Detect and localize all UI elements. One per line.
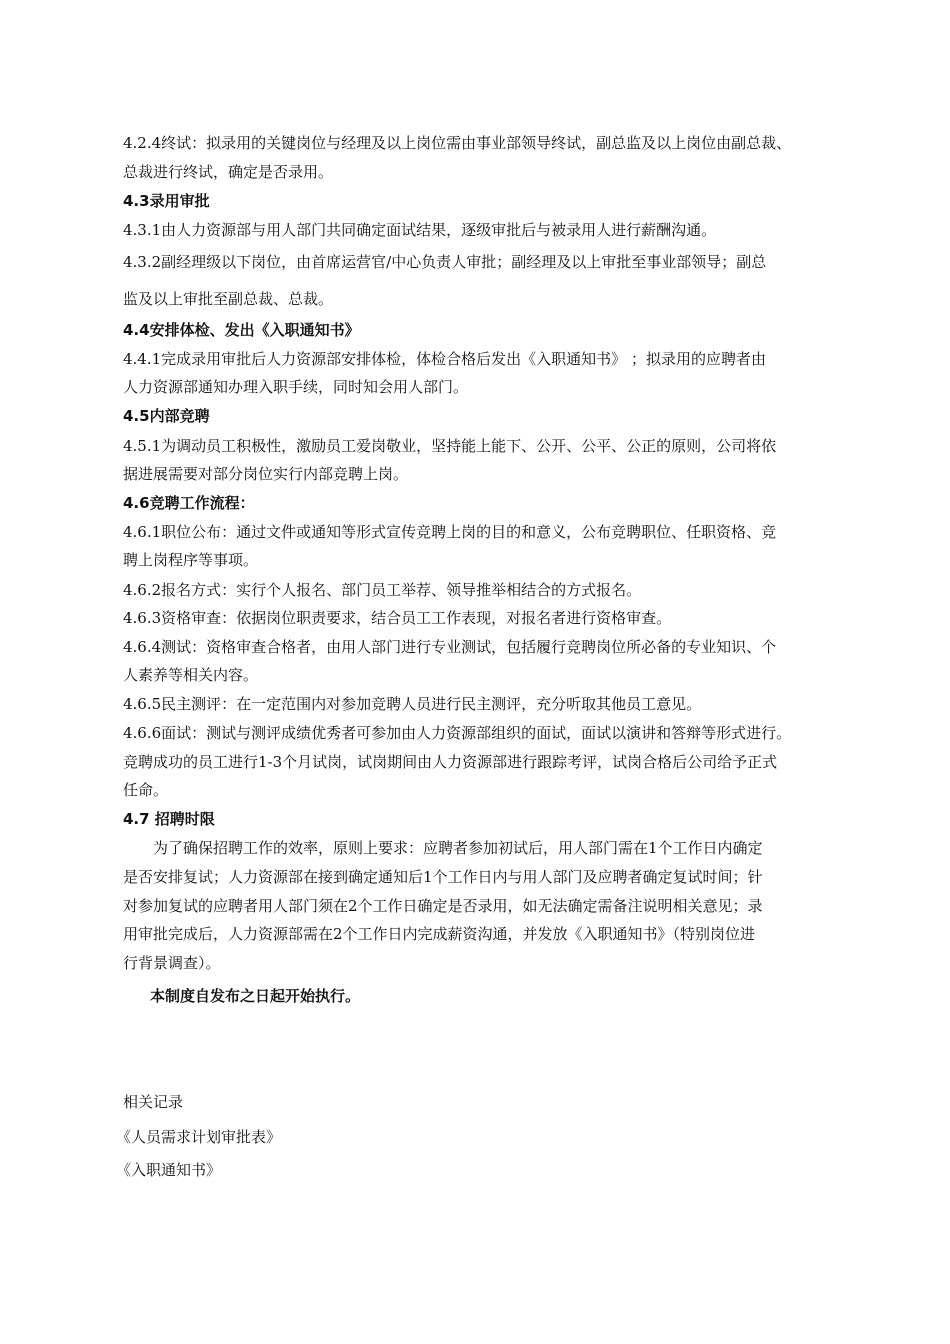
text-line: 人素养等相关内容。: [123, 666, 259, 684]
text-line: 监及以上审批至副总裁、总裁。: [123, 290, 334, 308]
record-item: 《入职通知书》: [116, 1161, 222, 1179]
section-heading: 4.7 招聘时限: [123, 810, 215, 828]
text-line: 总裁进行终试，确定是否录用。: [123, 163, 334, 181]
section-heading: 4.6竞聘工作流程：: [123, 494, 255, 512]
section-heading: 4.5内部竞聘: [123, 407, 210, 425]
records-heading: 相关记录: [123, 1093, 184, 1111]
text-line: 聘上岗程序等事项。: [123, 551, 259, 569]
text-line: 是否安排复试；人力资源部在接到确定通知后1个工作日内与用人部门及应聘者确定复试时间；针: [123, 868, 763, 886]
text-line: 用审批完成后，人力资源部需在2个工作日内完成薪资沟通，并发放《入职通知书》（特别岗位进: [123, 925, 756, 943]
text-line: 4.3.1由人力资源部与用人部门共同确定面试结果，逐级审批后与被录用人进行薪酬沟通。: [123, 221, 717, 239]
text-line: 据进展需要对部分岗位实行内部竞聘上岗。: [123, 465, 409, 483]
text-line: 4.2.4终试：拟录用的关键岗位与经理及以上岗位需由事业部领导终试，副总监及以上岗位由副总裁、: [123, 134, 792, 152]
text-line: 4.4.1完成录用审批后人力资源部安排体检，体检合格后发出《入职通知书》 ；拟录用的应聘者由: [123, 350, 766, 368]
text-line: 竞聘成功的员工进行1-3个月试岗，试岗期间由人力资源部进行跟踪考评，试岗合格后公司给予正式: [123, 753, 778, 771]
text-line: 4.6.2报名方式：实行个人报名、部门员工举荐、领导推举相结合的方式报名。: [123, 581, 642, 599]
text-line: 人力资源部通知办理入职手续，同时知会用人部门。: [123, 378, 469, 396]
text-line: 4.6.6面试：测试与测评成绩优秀者可参加由人力资源部组织的面试，面试以演讲和答辩等形式进行。: [123, 724, 792, 742]
record-item: 《人员需求计划审批表》: [116, 1128, 282, 1146]
section-heading: 4.4安排体检、发出《入职通知书》: [123, 321, 360, 339]
text-line: 对参加复试的应聘者用人部门须在2个工作日确定是否录用，如无法确定需备注说明相关意见；录: [123, 897, 763, 915]
closing-statement: 本制度自发布之日起开始执行。: [150, 987, 361, 1005]
text-line: 4.6.3资格审查：依据岗位职责要求，结合员工工作表现，对报名者进行资格审查。: [123, 609, 672, 627]
text-line: 4.3.2副经理级以下岗位，由首席运营官/中心负责人审批；副经理及以上审批至事业部领导；副总: [123, 253, 767, 271]
text-line: 4.6.4测试：资格审查合格者，由用人部门进行专业测试，包括履行竞聘岗位所必备的专业知识、个: [123, 638, 777, 656]
text-line: 4.6.1职位公布：通过文件或通知等形式宣传竞聘上岗的目的和意义，公布竞聘职位、任职资格、竞: [123, 523, 777, 541]
text-line: 行背景调查）。: [123, 954, 221, 972]
text-line: 任命。: [123, 781, 169, 799]
text-line: 4.6.5民主测评：在一定范围内对参加竞聘人员进行民主测评，充分听取其他员工意见。: [123, 695, 702, 713]
section-heading: 4.3录用审批: [123, 192, 210, 210]
text-line: 为了确保招聘工作的效率，原则上要求：应聘者参加初试后，用人部门需在1个工作日内确定: [153, 839, 763, 857]
text-line: 4.5.1为调动员工积极性，激励员工爱岗敬业，坚持能上能下、公开、公平、公正的原则，公司将依: [123, 437, 777, 455]
